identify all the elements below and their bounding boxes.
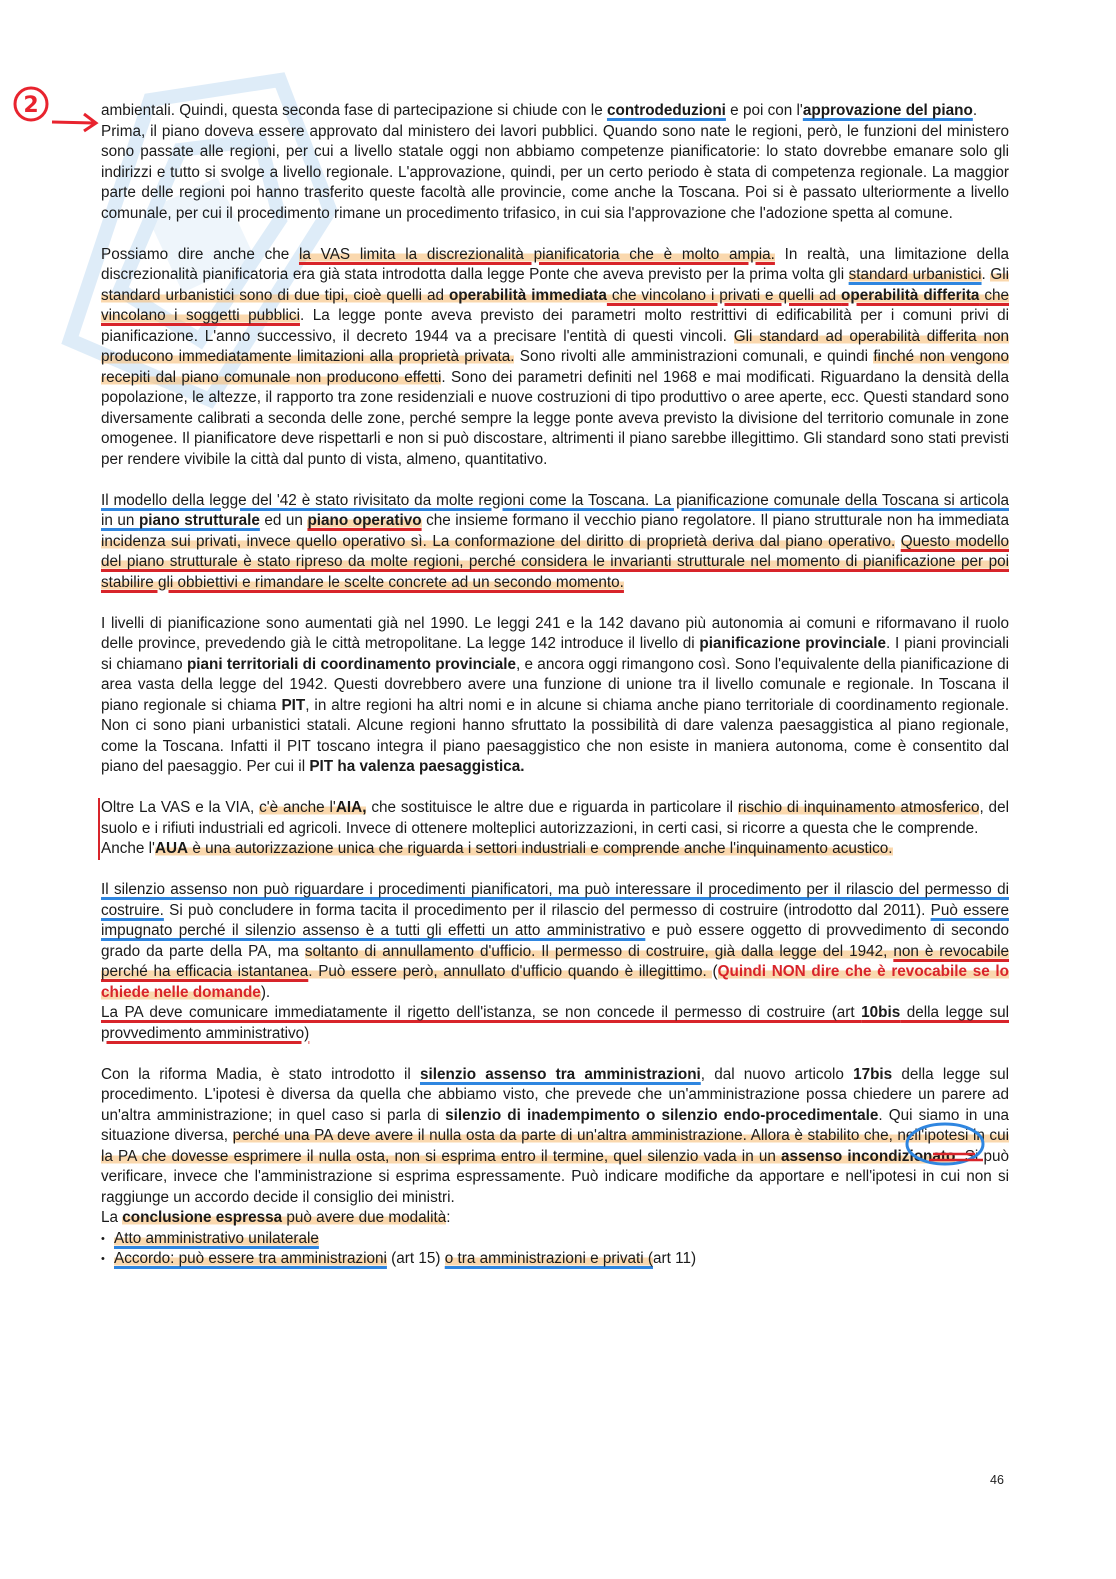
margin-marked-block xyxy=(98,798,1009,860)
blue-circle-annotation xyxy=(903,1120,987,1168)
paragraph-silenzio-assenso: Il silenzio assenso non può riguardare i procedimenti pianificatori, ma può interessare il procedimento per il rilascio del permesso di costruire. Si può concludere in forma tacita il procedimento per il rilascio del permesso di costruire (introdotto dal 2011). Può essere impugnato perché il silenzio assenso è a tutti gli effetti un atto amministrativo e può essere oggetto di provvedimento di secondo grado da parte della PA, ma soltanto di annullamento d'ufficio. Il permesso di costruire, già dalla legge del 1942, non è revocabile perché ha efficacia istantanea. Può essere però, annullato d'ufficio quando è illegittimo. (Quindi NON dire che è revocabile se lo chiede nelle domande). xyxy=(101,881,1010,1001)
paragraph-ministero: Prima, il piano doveva essere approvato dal ministero dei lavori pubblici. Quando sono nate le regioni, però, le funzioni del ministero sono passate alle regioni, per cui a livello statale oggi non abbiamo competenze pianificatorie: lo stato dovrebbe emanare solo gli indirizzi e tutto si svolge a livello regionale. L'approvazione, quindi, per un certo periodo è stata di competenza regionale. La maggior parte delle regioni poi hanno trasferito queste facoltà alle provincie, come anche la Toscana. Poi si è passato ulteriormente a livello comunale, per cui il procedimento rimane un procedimento trifasico, in cui sia l'approvazione che l'adozione spetta al comune. xyxy=(101,122,1009,222)
page-content xyxy=(101,101,1009,1270)
annotation-number: 2 xyxy=(23,93,39,118)
page-number: 46 xyxy=(990,1473,1004,1487)
paragraph-vas-standard: Possiamo dire anche che la VAS limita la discrezionalità pianificatoria che è molto ampia. In realtà, una limitazione della discrezionalità pianificatoria era già stata introdotta dalla legge Ponte che aveva previsto per la prima volta gli standard urbanistici. Gli standard urbanistici sono di due tipi, cioè quelli ad operabilità immediata che vincolano i privati e quelli ad operabilità differita che vincolano i soggetti pubblici. La legge ponte aveva previsto dei parametri molto restrittivi di edificabilità per i comuni privi di pianificazione. L'anno successivo, il decreto 1944 va a precisare l'entità di questi vincoli. Gli standard ad operabilità differita non producono immediatamente limitazioni alla proprietà privata. Sono rivolti alle amministrazioni comunali, e quindi finché non vengono recepiti dal piano comunale non producono effetti. Sono dei parametri definiti nel 1968 e mai modificati. Riguardano la densità della popolazione, le altezze, il rapporto tra zone residenziali e nuove costruzioni di tipo produttivo o aree aperte, ecc. Questi standard sono diversamente calibrati a seconda delle zone, perché sempre la legge ponte aveva previsto la divisione del territorio comunale in zone omogenee. Il pianificatore deve rispettarli e non si può discostare, altrimenti il piano sarebbe illegittimo. Gli standard sono stati previsti per rendere vivibile la città dal punto di vista, almeno, quantitativo. xyxy=(101,245,1010,468)
paragraph-approvazione: ambientali. Quindi, questa seconda fase di partecipazione si chiude con le controdeduzioni e poi con l'approvazione del piano. xyxy=(101,102,978,119)
paragraph-riforma-madia: Con la riforma Madia, è stato introdotto il silenzio assenso tra amministrazioni, dal nuovo articolo 17bis della legge sul procedimento. L'ipotesi è diversa da quella che abbiamo visto, che prevede che un'amministrazione possa chiedere un parere ad un'altra amministrazione; in quel caso si parla di silenzio di inadempimento o silenzio endo-procedimentale. Qui siamo in una situazione diversa, perché una PA deve avere il nulla osta da parte di un'altra amministrazione. Allora è stabilito che, nell'ipotesi in cui la PA che dovesse esprimere il nulla osta, non si esprima entro il termine, quel silenzio vada in un assenso incondizionato. Si può verificare, invece che l'amministrazione si esprima espressamente. Può indicare modifiche da apportare e nell'ipotesi in cui non si raggiunge un accordo decide il consiglio dei ministri. xyxy=(101,1065,1010,1206)
paragraph-aua: Anche l'AUA è una autorizzazione unica che riguarda i settori industriali e comprende anche l'inquinamento acustico. xyxy=(101,840,893,857)
circled-number-annotation xyxy=(12,84,52,124)
paragraph-toscana-piani: Il modello della legge del '42 è stato rivisitato da molte regioni come la Toscana. La pianificazione comunale della Toscana si articola in un piano strutturale ed un piano operativo che insieme formano il vecchio piano regolatore. Il piano strutturale non ha immediata incidenza sui privati, invece quello operativo sì. La conformazione del diritto di proprietà deriva dal piano operativo. Questo modello del piano strutturale è stato ripreso da molte regioni, perché considera le invarianti strutturale nel momento di pianificazione per poi stabilire gli obbiettivi e rimandare le scelte concrete ad un secondo momento. xyxy=(101,491,1010,591)
paragraph-rigetto-istanza: La PA deve comunicare immediatamente il rigetto dell'istanza, se non concede il permesso di costruire (art 10bis della legge sul provvedimento amministrativo) xyxy=(101,1004,1009,1042)
paragraph-aia: Oltre La VAS e la VIA, c'è anche l'AIA, che sostituisce le altre due e riguarda in particolare il rischio di inquinamento atmosferico, del suolo e i rifiuti industriali ed agricoli. Invece di ottenere molteplici autorizzazioni, in certi casi, si ricorre a questa che le comprende. xyxy=(101,799,1009,837)
list-item: • Accordo: può essere tra amministrazioni (art 15) o tra amministrazioni e privati (art 11) xyxy=(101,1249,1009,1270)
list-item: • Atto amministrativo unilaterale xyxy=(101,1229,1009,1250)
paragraph-livelli-pianificazione: I livelli di pianificazione sono aumentati già nel 1990. Le leggi 241 e la 142 davano più autonomia ai comuni e riformavano il ruolo delle province, prevedendo già le città metropolitane. La legge 142 introduce il livello di pianificazione provinciale. I piani provinciali si chiamano piani territoriali di coordinamento provinciale, e ancora oggi rimangono così. Sono l'equivalente della pianificazione di area vasta della legge del 1942. Questi dovrebbero avere una funzione di unione tra il livello comunale e regionale. In Toscana il piano regionale si chiama PIT, in altre regioni ha altri nomi e in alcune si chiama anche piano territoriale di coordinamento regionale. Non ci sono piani urbanistici statali. Alcune regioni hanno sfruttato la possibilità di dare valenza paesaggistica al piano regionale, come la Toscana. Infatti il PIT toscano integra il piano paesaggistico che non esiste in maniera autonoma, come è consentito dal piano del paesaggio. Per cui il PIT ha valenza paesaggistica. xyxy=(101,614,1010,775)
modalita-list xyxy=(101,1229,1009,1270)
paragraph-conclusione-espressa: La conclusione espressa può avere due modalità: xyxy=(101,1209,451,1226)
red-arrow-icon xyxy=(50,110,100,134)
